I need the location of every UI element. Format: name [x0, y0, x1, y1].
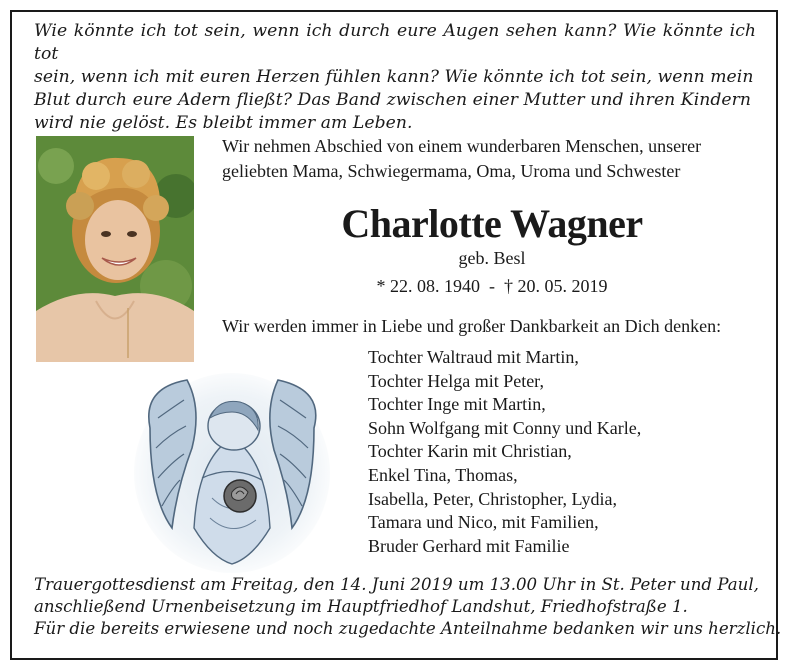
intro-line: Wir nehmen Abschied von einem wunderbaren Menschen, unserer	[222, 136, 702, 156]
quote-line: wird nie gelöst. Es bleibt immer am Leben.	[34, 113, 413, 133]
mourner-entry: Tochter Inge mit Martin,	[368, 394, 546, 415]
mourner-entry: Tamara und Nico, mit Familien,	[368, 512, 599, 533]
angel-with-rose-illustration	[132, 368, 332, 578]
footer-line: Trauergottesdienst am Freitag, den 14. Juni 2019 um 13.00 Uhr in St. Peter und Paul,	[34, 575, 759, 594]
mourner-entry: Enkel Tina, Thomas,	[368, 464, 518, 485]
mourner-entry: Bruder Gerhard mit Familie	[368, 535, 570, 556]
mourners-list	[368, 346, 748, 558]
mourner-entry: Sohn Wolfgang mit Conny und Karle,	[368, 417, 642, 438]
mourner-entry: Tochter Waltraud mit Martin,	[368, 347, 579, 367]
deceased-name: Charlotte Wagner	[341, 201, 643, 246]
portrait-photo-drawing	[36, 136, 194, 362]
memory-line: Wir werden immer in Liebe und großer Dankbarkeit an Dich denken:	[222, 316, 722, 336]
birth-name: geb. Besl	[458, 248, 526, 268]
memorial-quote	[34, 20, 756, 135]
quote-line: sein, wenn ich mit euren Herzen fühlen kann? Wie könnte ich tot sein, wenn mein	[34, 67, 754, 87]
footer-line: anschließend Urnenbeisetzung im Hauptfriedhof Landshut, Friedhofstraße 1.	[34, 597, 688, 616]
footer-line: Für die bereits erwiesene und noch zugedachte Anteilnahme bedanken wir uns herzlich.	[34, 619, 782, 638]
life-dates: * 22. 08. 1940 - † 20. 05. 2019	[376, 276, 608, 296]
farewell-intro	[222, 134, 762, 184]
quote-line: Blut durch eure Adern fließt? Das Band zwischen einer Mutter und ihren Kindern	[34, 90, 752, 110]
quote-line: Wie könnte ich tot sein, wenn ich durch eure Augen sehen kann? Wie könnte ich tot	[34, 21, 756, 64]
mourner-entry: Isabella, Peter, Christopher, Lydia,	[368, 488, 617, 509]
mourner-entry: Tochter Helga mit Peter,	[368, 370, 544, 391]
mourner-entry: Tochter Karin mit Christian,	[368, 441, 572, 462]
portrait-photo	[36, 136, 194, 362]
service-details	[34, 574, 782, 640]
angel-drawing	[132, 368, 332, 578]
intro-line: geliebten Mama, Schwiegermama, Oma, Uroma und Schwester	[222, 161, 681, 181]
obituary-notice	[10, 10, 782, 660]
